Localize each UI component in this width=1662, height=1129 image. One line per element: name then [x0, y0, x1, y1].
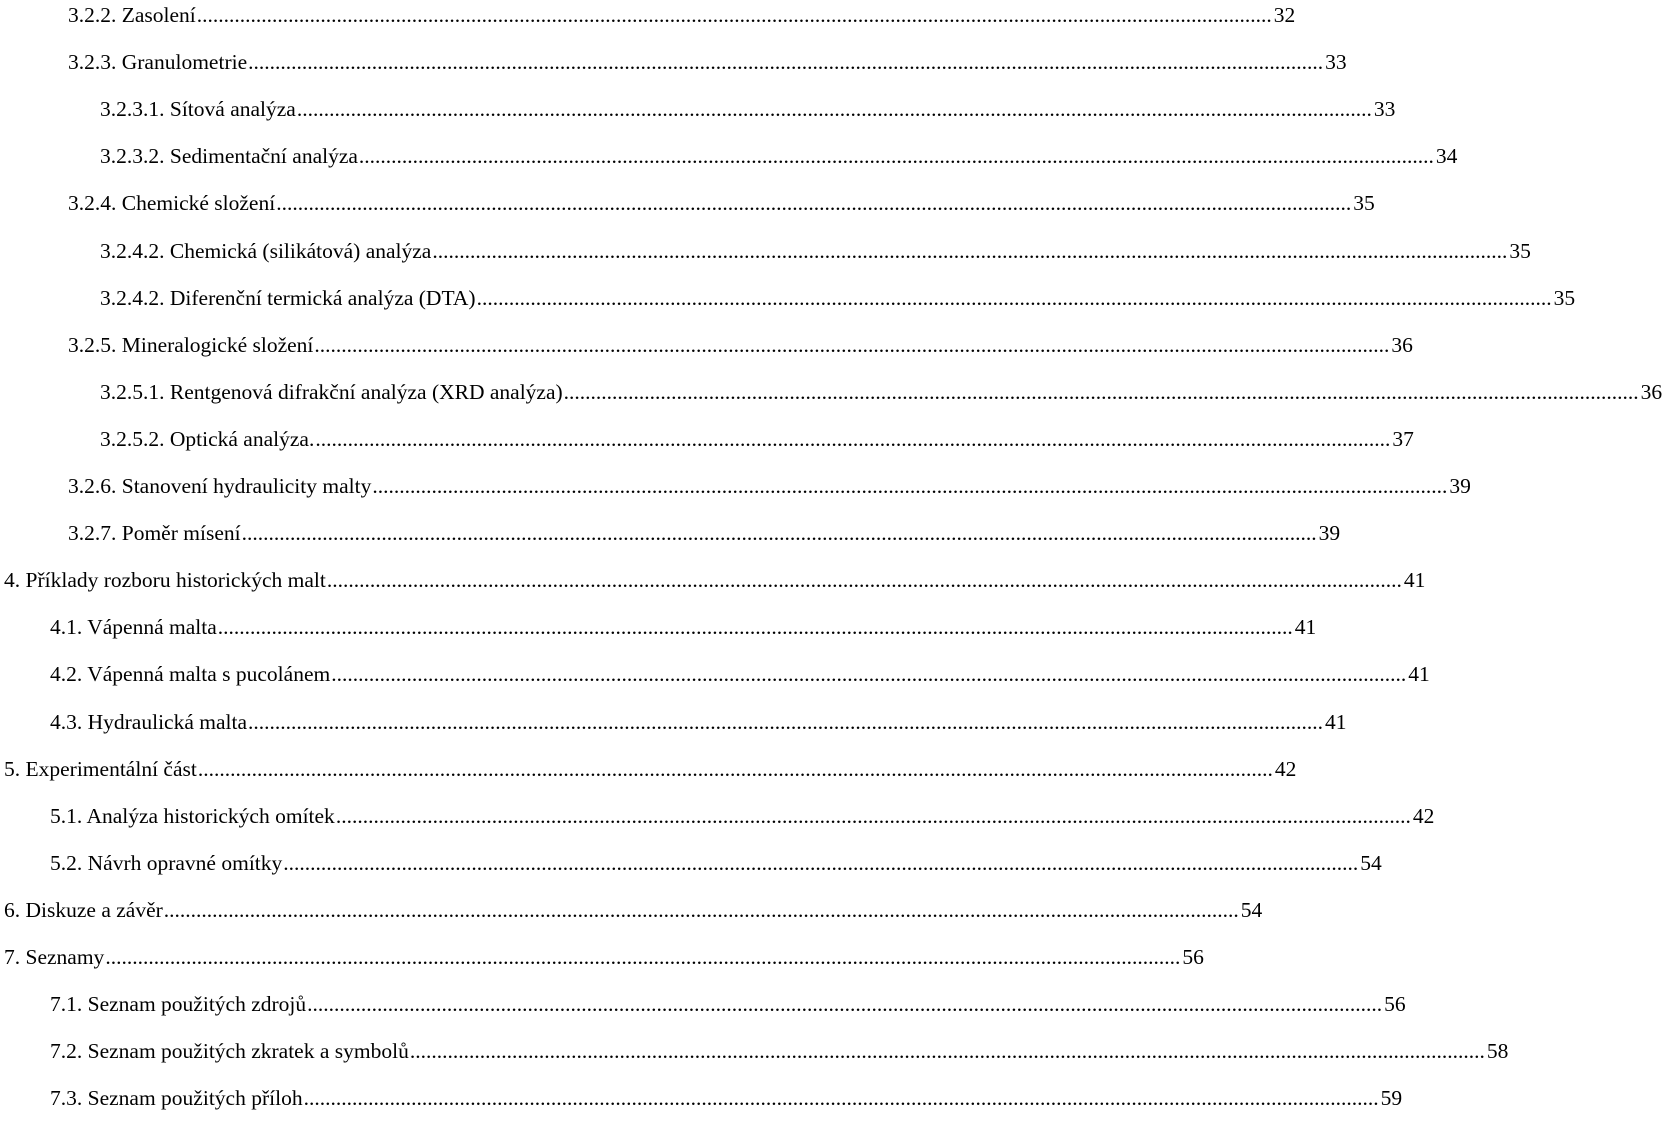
toc-entry[interactable]: [100, 283, 1576, 313]
toc-dot-leader: ........................................................................................................................................................................................................: [432, 239, 1508, 263]
toc-entry[interactable]: [50, 612, 1317, 642]
toc-dot-leader: ........................................................................................................................................................................................................: [315, 427, 1391, 451]
toc-page-number: 32: [1273, 3, 1296, 27]
toc-page-number: 54: [1360, 851, 1382, 875]
toc-entry[interactable]: [100, 141, 1458, 171]
toc-entry[interactable]: [50, 801, 1435, 831]
toc-dot-leader: ........................................................................................................................................................................................................: [248, 710, 1324, 734]
toc-dot-leader: ........................................................................................................................................................................................................: [105, 945, 1181, 969]
toc-entry-title: 7.1. Seznam použitých zdrojů: [50, 992, 307, 1016]
toc-entry[interactable]: [100, 236, 1531, 266]
toc-entry-title: 4.2. Vápenná malta s pucolánem: [50, 662, 331, 686]
toc-dot-leader: ........................................................................................................................................................................................................: [409, 1039, 1485, 1063]
toc-page-number: 33: [1373, 97, 1396, 121]
toc-page-number: 33: [1325, 50, 1347, 74]
toc-entry-title: 7.3. Seznam použitých příloh: [50, 1086, 303, 1110]
toc-dot-leader: ........................................................................................................................................................................................................: [283, 851, 1359, 875]
toc-dot-leader: ........................................................................................................................................................................................................: [163, 898, 1239, 922]
toc-entry-title: 7.2. Seznam použitých zkratek a symbolů: [50, 1039, 409, 1063]
toc-entry-title: 3.2.3.2. Sedimentační analýza: [100, 144, 358, 168]
toc-entry-title: 4. Příklady rozboru historických malt: [4, 568, 326, 592]
toc-page-number: 58: [1486, 1039, 1509, 1063]
toc-entry-title: 5. Experimentální část: [4, 757, 197, 781]
toc-dot-leader: ........................................................................................................................................................................................................: [217, 615, 1293, 639]
toc-entry-title: 3.2.4.2. Diferenční termická analýza (DTA): [100, 286, 476, 310]
toc-page-number: 35: [1509, 239, 1531, 263]
toc-entry[interactable]: [68, 47, 1347, 77]
toc-entry-title: 4.3. Hydraulická malta: [50, 710, 248, 734]
toc-page-number: 39: [1318, 521, 1341, 545]
toc-dot-leader: ........................................................................................................................................................................................................: [563, 380, 1639, 404]
toc-entry[interactable]: [100, 377, 1662, 407]
toc-entry-title: 3.2.7. Poměr mísení: [68, 521, 241, 545]
toc-entry[interactable]: [100, 424, 1414, 454]
toc-entry-title: 3.2.3.1. Sítová analýza: [100, 97, 296, 121]
toc-page-number: 34: [1435, 144, 1458, 168]
toc-entry-title: 3.2.5.2. Optická analýza.: [100, 427, 315, 451]
toc-entry-title: 5.2. Návrh opravné omítky: [50, 851, 283, 875]
toc-page-number: 42: [1412, 804, 1435, 828]
toc-dot-leader: ........................................................................................................................................................................................................: [241, 521, 1317, 545]
toc-dot-leader: ........................................................................................................................................................................................................: [335, 804, 1411, 828]
toc-page-number: 36: [1640, 380, 1662, 404]
toc-page-number: 41: [1294, 615, 1317, 639]
toc-page-number: 56: [1384, 992, 1406, 1016]
toc-entry-title: 4.1. Vápenná malta: [50, 615, 217, 639]
toc-page-number: 41: [1408, 662, 1430, 686]
toc-entry[interactable]: [4, 942, 1204, 972]
toc-entry[interactable]: [4, 565, 1426, 595]
toc-page-number: 35: [1353, 191, 1375, 215]
toc-entry[interactable]: [100, 94, 1396, 124]
toc-entry[interactable]: [50, 659, 1430, 689]
toc-entry-title: 3.2.4. Chemické složení: [68, 191, 276, 215]
toc-dot-leader: ........................................................................................................................................................................................................: [196, 3, 1272, 27]
toc-entry[interactable]: [50, 1036, 1509, 1066]
toc-dot-leader: ........................................................................................................................................................................................................: [314, 333, 1390, 357]
toc-dot-leader: ........................................................................................................................................................................................................: [197, 757, 1273, 781]
toc-dot-leader: ........................................................................................................................................................................................................: [276, 191, 1352, 215]
toc-dot-leader: ........................................................................................................................................................................................................: [248, 50, 1324, 74]
toc-dot-leader: ........................................................................................................................................................................................................: [358, 144, 1434, 168]
toc-entry[interactable]: [50, 989, 1406, 1019]
toc-entry-title: 3.2.5. Mineralogické složení: [68, 333, 314, 357]
toc-entry[interactable]: [50, 707, 1347, 737]
toc-dot-leader: ........................................................................................................................................................................................................: [296, 97, 1372, 121]
toc-entry[interactable]: [68, 188, 1375, 218]
toc-page-number: 54: [1240, 898, 1263, 922]
toc-entry-title: 7. Seznamy: [4, 945, 105, 969]
toc-entry[interactable]: [68, 330, 1413, 360]
toc-entry-title: 3.2.3. Granulometrie: [68, 50, 248, 74]
toc-entry[interactable]: [50, 1083, 1403, 1113]
toc-entry[interactable]: [4, 895, 1263, 925]
toc-page-number: 35: [1553, 286, 1576, 310]
toc-entry-title: 3.2.4.2. Chemická (silikátová) analýza: [100, 239, 432, 263]
toc-page-number: 41: [1403, 568, 1426, 592]
toc-entry-title: 5.1. Analýza historických omítek: [50, 804, 335, 828]
toc-dot-leader: ........................................................................................................................................................................................................: [372, 474, 1448, 498]
toc-dot-leader: ........................................................................................................................................................................................................: [303, 1086, 1379, 1110]
toc-entry-title: 6. Diskuze a závěr: [4, 898, 163, 922]
toc-entry-title: 3.2.6. Stanovení hydraulicity malty: [68, 474, 372, 498]
toc-dot-leader: ........................................................................................................................................................................................................: [476, 286, 1552, 310]
toc-page-number: 59: [1380, 1086, 1403, 1110]
toc-dot-leader: ........................................................................................................................................................................................................: [326, 568, 1402, 592]
toc-dot-leader: ........................................................................................................................................................................................................: [331, 662, 1407, 686]
toc-entry[interactable]: [4, 754, 1297, 784]
toc-page-number: 41: [1325, 710, 1347, 734]
toc-entry-title: 3.2.5.1. Rentgenová difrakční analýza (XRD analýza): [100, 380, 563, 404]
toc-entry[interactable]: [68, 518, 1341, 548]
toc-dot-leader: ........................................................................................................................................................................................................: [307, 992, 1383, 1016]
toc-entry-title: 3.2.2. Zasolení: [68, 3, 196, 27]
toc-entry[interactable]: [68, 471, 1471, 501]
toc-page-number: 37: [1392, 427, 1414, 451]
toc-entry[interactable]: [68, 0, 1296, 30]
toc-page-number: 42: [1274, 757, 1297, 781]
toc-entry[interactable]: [50, 848, 1382, 878]
toc-page-number: 36: [1391, 333, 1413, 357]
toc-page-number: 39: [1449, 474, 1471, 498]
toc-page-number: 56: [1182, 945, 1204, 969]
